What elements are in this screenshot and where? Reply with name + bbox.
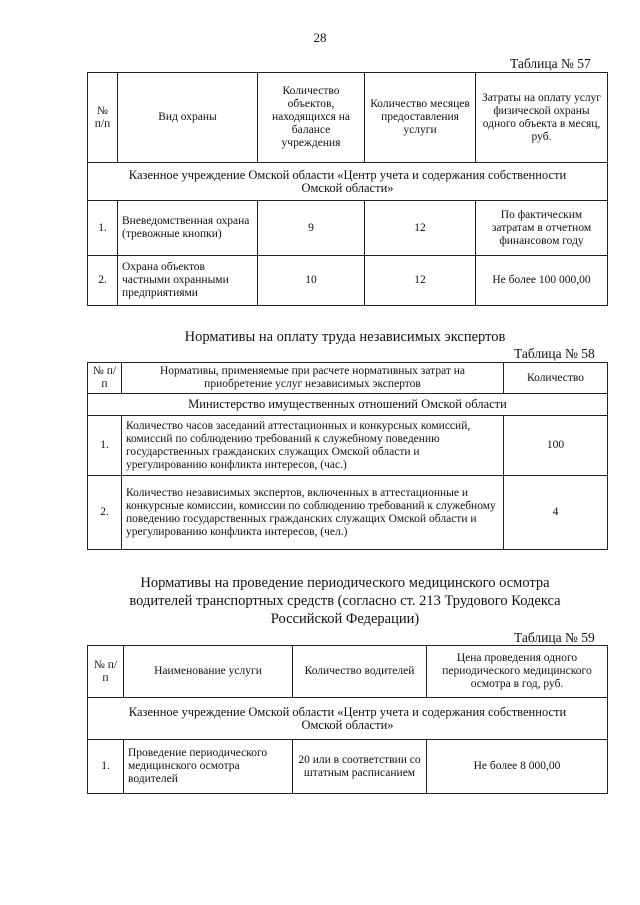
table-57 bbox=[87, 72, 608, 306]
table-row bbox=[88, 740, 608, 794]
header-cell: Количество bbox=[504, 363, 608, 394]
table-59-heading: Нормативы на проведение периодического медицинского осмотра водителей транспортных средств (согласно ст. 213 Трудового Кодекса Российской Федерации) bbox=[129, 575, 561, 627]
table-57-caption: Таблица № 57 bbox=[510, 56, 591, 71]
norm-quantity: 4 bbox=[504, 476, 608, 550]
norm-quantity: 100 bbox=[504, 416, 608, 476]
header-cell: № п/п bbox=[88, 363, 122, 394]
section-title: Казенное учреждение Омской области «Центр учета и содержания собственности Омской области» bbox=[88, 698, 608, 740]
header-cell: Количество месяцев предоставления услуги bbox=[365, 73, 476, 163]
table-58-heading: Нормативы на оплату труда независимых экспертов bbox=[184, 329, 506, 345]
table-header-row bbox=[88, 646, 608, 698]
norm-description: Количество часов заседаний аттестационных и конкурсных комиссий, комиссий по соблюдению требований к служебному поведению государственных гражданских служащих Омской области и урегулированию конфликта интересов, (час.) bbox=[122, 416, 504, 476]
section-row bbox=[88, 698, 608, 740]
table-header-row bbox=[88, 73, 608, 163]
table-58-caption: Таблица № 58 bbox=[514, 346, 595, 361]
header-cell: Наименование услуги bbox=[124, 646, 293, 698]
header-cell: Количество объектов, находящихся на балансе учреждения bbox=[258, 73, 365, 163]
guard-type: Вневедомственная охрана (тревожные кнопки) bbox=[118, 201, 258, 256]
header-cell: Нормативы, применяемые при расчете нормативных затрат на приобретение услуг независимых экспертов bbox=[122, 363, 504, 394]
row-number: 1. bbox=[88, 201, 118, 256]
table-row bbox=[88, 256, 608, 306]
row-number: 2. bbox=[88, 476, 122, 550]
table-row bbox=[88, 416, 608, 476]
header-cell: Затраты на оплату услуг физической охраны одного объекта в месяц, руб. bbox=[476, 73, 608, 163]
norm-description: Количество независимых экспертов, включенных в аттестационные и конкурсные комиссии, комиссии по соблюдению требований к служебному поведению государственных гражданских служащих Омской области и урегулированию конфликта интересов, (чел.) bbox=[122, 476, 504, 550]
months-count: 12 bbox=[365, 201, 476, 256]
header-cell: № п/п bbox=[88, 646, 124, 698]
object-count: 10 bbox=[258, 256, 365, 306]
table-59 bbox=[87, 645, 608, 794]
table-header-row bbox=[88, 363, 608, 394]
driver-count: 20 или в соответствии со штатным расписанием bbox=[293, 740, 427, 794]
object-count: 9 bbox=[258, 201, 365, 256]
header-cell: Количество водителей bbox=[293, 646, 427, 698]
service-name: Проведение периодического медицинского осмотра водителей bbox=[124, 740, 293, 794]
header-cell: Вид охраны bbox=[118, 73, 258, 163]
row-number: 2. bbox=[88, 256, 118, 306]
row-number: 1. bbox=[88, 740, 124, 794]
table-row bbox=[88, 201, 608, 256]
cost-value: По фактическим затратам в отчетном финансовом году bbox=[476, 201, 608, 256]
cost-value: Не более 100 000,00 bbox=[476, 256, 608, 306]
months-count: 12 bbox=[365, 256, 476, 306]
section-title: Министерство имущественных отношений Омской области bbox=[88, 394, 608, 416]
exam-price: Не более 8 000,00 bbox=[427, 740, 608, 794]
table-row bbox=[88, 476, 608, 550]
section-row bbox=[88, 163, 608, 201]
row-number: 1. bbox=[88, 416, 122, 476]
guard-type: Охрана объектов частными охранными предприятиями bbox=[118, 256, 258, 306]
header-cell: № п/п bbox=[88, 73, 118, 163]
page-number: 28 bbox=[313, 30, 327, 45]
section-row bbox=[88, 394, 608, 416]
table-59-caption: Таблица № 59 bbox=[514, 630, 595, 645]
table-58 bbox=[87, 362, 608, 550]
section-title: Казенное учреждение Омской области «Центр учета и содержания собственности Омской области» bbox=[88, 163, 608, 201]
header-cell: Цена проведения одного периодического медицинского осмотра в год, руб. bbox=[427, 646, 608, 698]
